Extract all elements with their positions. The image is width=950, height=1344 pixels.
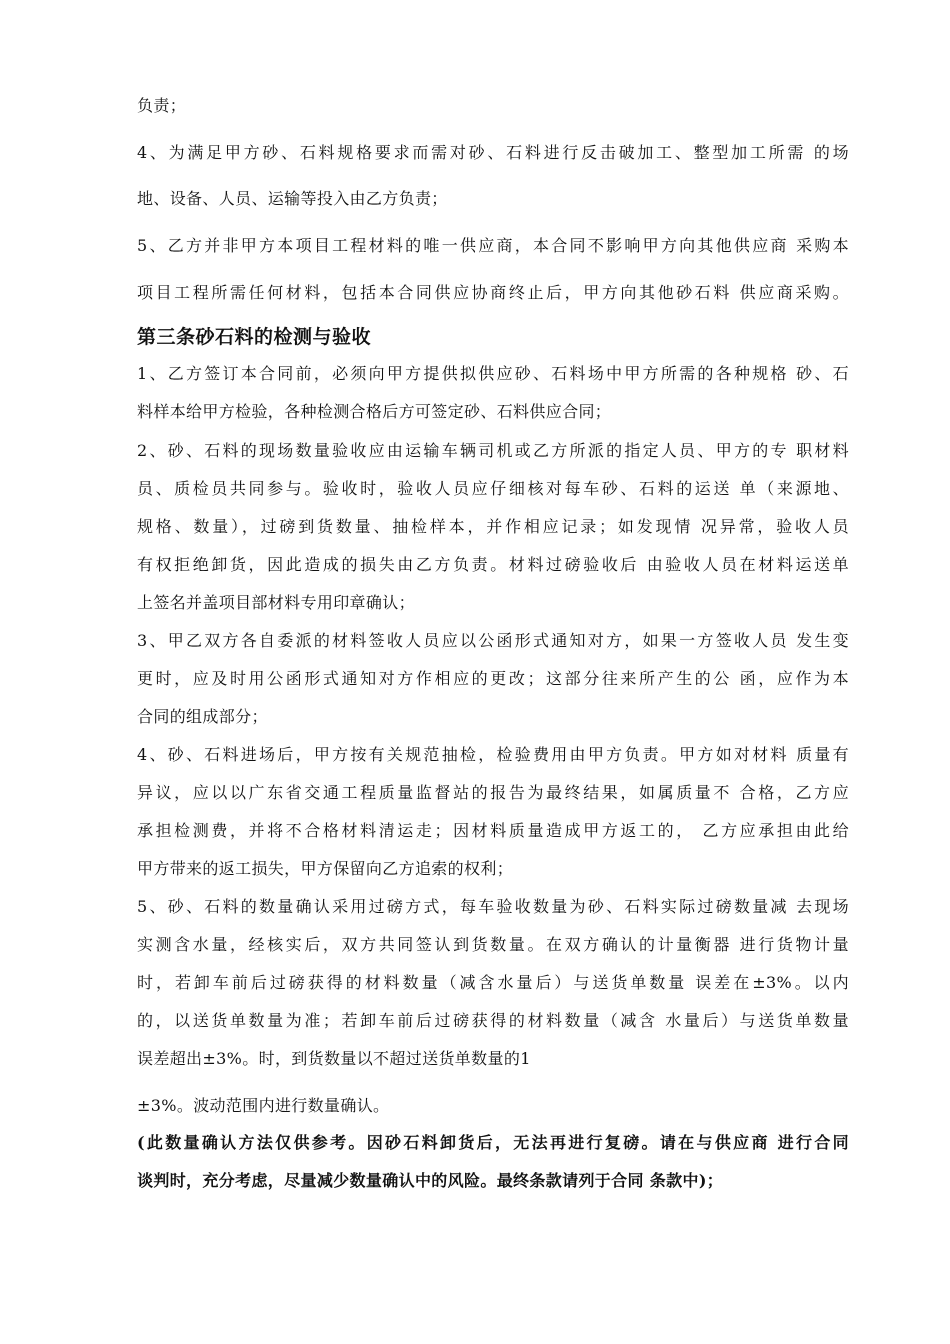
text-line: 3、甲乙双方各自委派的材料签收人员应以公函形式通知对方，如果一方签收人员 发生变: [137, 631, 849, 650]
text-line: 2、砂、石料的现场数量验收应由运输车辆司机或乙方所派的指定人员、甲方的专 职材料: [137, 441, 849, 460]
text-line: 合同的组成部分；: [137, 707, 268, 726]
text-line: 地、设备、人员、运输等投入由乙方负责；: [137, 189, 448, 208]
note-line: 谈判时，充分考虑，尽量减少数量确认中的风险。最终条款请列于合同 条款中)；: [137, 1171, 724, 1190]
text-line: 实测含水量，经核实后，双方共同签认到货数量。在双方确认的计量衡器 进行货物计量: [137, 935, 849, 954]
note-line: (此数量确认方法仅供参考。因砂石料卸货后，无法再进行复磅。请在与供应商 进行合同: [137, 1133, 849, 1152]
text-line: 5、砂、石料的数量确认采用过磅方式，每车验收数量为砂、石料实际过磅数量减 去现场: [137, 897, 849, 916]
text-line: 员、质检员共同参与。验收时，验收人员应仔细核对每车砂、石料的运送 单（来源地、: [137, 479, 849, 498]
text-line: 1、乙方签订本合同前，必须向甲方提供拟供应砂、石料场中甲方所需的各种规格 砂、石: [137, 364, 849, 383]
section-heading: 第三条砂石料的检测与验收: [137, 326, 372, 348]
text-line: 有权拒绝卸货，因此造成的损失由乙方负责。材料过磅验收后 由验收人员在材料运送单: [137, 555, 849, 574]
text-line: 5、乙方并非甲方本项目工程材料的唯一供应商，本合同不影响甲方向其他供应商 采购本: [137, 236, 849, 255]
text-line: 项目工程所需任何材料，包括本合同供应协商终止后，甲方向其他砂石料 供应商采购。: [137, 283, 849, 302]
text-line: 甲方带来的返工损失，甲方保留向乙方追索的权利；: [137, 859, 514, 878]
text-line: 误差超出±3%。时，到货数量以不超过送货单数量的1: [137, 1049, 531, 1068]
text-line: 规格、数量），过磅到货数量、抽检样本，并作相应记录；如发现情 况异常，验收人员: [137, 517, 849, 536]
text-line: 4、为满足甲方砂、石料规格要求而需对砂、石料进行反击破加工、整型加工所需 的场: [137, 143, 849, 162]
text-line: 的，以送货单数量为准；若卸车前后过磅获得的材料数量（减含 水量后）与送货单数量: [137, 1011, 849, 1030]
text-line: 时，若卸车前后过磅获得的材料数量（减含水量后）与送货单数量 误差在±3%。以内: [137, 973, 849, 992]
text-line: 异议，应以以广东省交通工程质量监督站的报告为最终结果，如属质量不 合格，乙方应: [137, 783, 849, 802]
text-line: 更时，应及时用公函形式通知对方作相应的更改；这部分往来所产生的公 函，应作为本: [137, 669, 849, 688]
text-line: 承担检测费，并将不合格材料清运走；因材料质量造成甲方返工的， 乙方应承担由此给: [137, 821, 849, 840]
text-line: ±3%。波动范围内进行数量确认。: [137, 1096, 390, 1115]
text-line: 上签名并盖项目部材料专用印章确认；: [137, 593, 415, 612]
text-line: 4、砂、石料进场后，甲方按有关规范抽检，检验费用由甲方负责。甲方如对材料 质量有: [137, 745, 849, 764]
text-line: 料样本给甲方检验，各种检测合格后方可签定砂、石料供应合同；: [137, 402, 612, 421]
text-line: 负责；: [137, 96, 187, 115]
